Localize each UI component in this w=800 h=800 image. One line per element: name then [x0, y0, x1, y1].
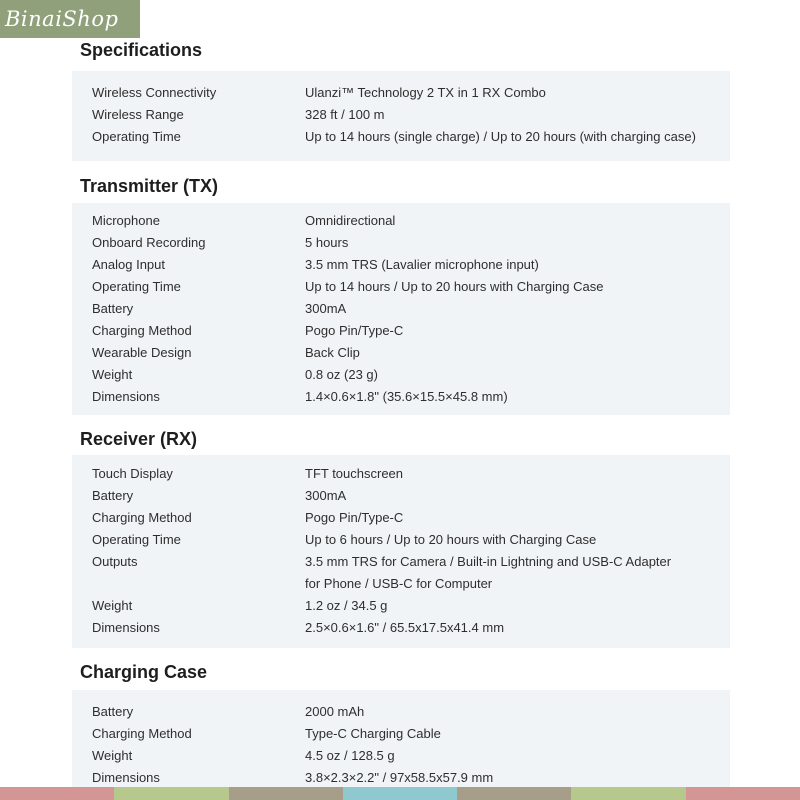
spec-label: Operating Time — [92, 279, 181, 294]
stripe-segment — [0, 787, 114, 800]
spec-value: for Phone / USB-C for Computer — [305, 576, 493, 591]
spec-row — [72, 104, 730, 126]
spec-row — [72, 723, 730, 745]
spec-label: Weight — [92, 748, 133, 763]
receiver-table — [72, 455, 730, 648]
spec-label: Weight — [92, 598, 133, 613]
spec-label: Dimensions — [92, 389, 160, 404]
spec-value: 3.5 mm TRS for Camera / Built-in Lightning and USB-C Adapter — [305, 554, 672, 569]
spec-value: TFT touchscreen — [305, 466, 404, 481]
spec-value: Up to 14 hours (single charge) / Up to 20 hours (with charging case) — [305, 129, 696, 144]
spec-label: Charging Method — [92, 726, 192, 741]
spec-label: Outputs — [92, 554, 138, 569]
spec-row — [72, 463, 730, 485]
spec-label: Weight — [92, 367, 133, 382]
decorative-color-stripe — [0, 787, 800, 800]
spec-row — [72, 276, 730, 298]
section-title-receiver: Receiver (RX) — [80, 429, 198, 449]
spec-row — [72, 210, 730, 232]
spec-label: Microphone — [92, 213, 160, 228]
spec-row — [72, 126, 730, 148]
stripe-segment — [686, 787, 800, 800]
spec-value: Omnidirectional — [305, 213, 396, 228]
spec-value: 300mA — [305, 301, 347, 316]
spec-row — [72, 529, 730, 551]
spec-value: 2.5×0.6×1.6" / 65.5x17.5x41.4 mm — [305, 620, 505, 635]
stripe-segment — [114, 787, 228, 800]
spec-row — [72, 364, 730, 386]
spec-row-continuation — [72, 573, 730, 595]
spec-value: 300mA — [305, 488, 347, 503]
spec-row — [72, 767, 730, 789]
spec-label: Wireless Range — [92, 107, 184, 122]
spec-value: 328 ft / 100 m — [305, 107, 385, 122]
spec-row — [72, 386, 730, 408]
spec-row — [72, 485, 730, 507]
spec-label: Operating Time — [92, 532, 181, 547]
section-title-specifications: Specifications — [80, 40, 203, 60]
stripe-segment — [457, 787, 571, 800]
spec-label: Battery — [92, 704, 134, 719]
spec-value: Pogo Pin/Type-C — [305, 323, 404, 338]
spec-row — [72, 701, 730, 723]
section-title-transmitter: Transmitter (TX) — [80, 176, 219, 196]
spec-row — [72, 745, 730, 767]
spec-label: Wearable Design — [92, 345, 192, 360]
spec-label: Touch Display — [92, 466, 173, 481]
spec-value: Up to 14 hours / Up to 20 hours with Charging Case — [305, 279, 604, 294]
spec-row — [72, 298, 730, 320]
spec-label: Battery — [92, 301, 134, 316]
spec-value: 1.4×0.6×1.8" (35.6×15.5×45.8 mm) — [305, 389, 508, 404]
spec-value: 3.8×2.3×2.2" / 97x58.5x57.9 mm — [305, 770, 494, 785]
spec-row — [72, 232, 730, 254]
spec-value: 1.2 oz / 34.5 g — [305, 598, 388, 613]
spec-row — [72, 595, 730, 617]
brand-logo: BinaiShop — [0, 0, 140, 38]
spec-row — [72, 254, 730, 276]
spec-row — [72, 551, 730, 573]
spec-value: 4.5 oz / 128.5 g — [305, 748, 395, 763]
spec-row — [72, 342, 730, 364]
spec-label: Charging Method — [92, 323, 192, 338]
spec-label: Dimensions — [92, 620, 160, 635]
transmitter-table — [72, 203, 730, 415]
spec-label: Analog Input — [92, 257, 166, 272]
spec-value: Pogo Pin/Type-C — [305, 510, 404, 525]
charging-case-table — [72, 690, 730, 787]
spec-value: Ulanzi™ Technology 2 TX in 1 RX Combo — [305, 85, 546, 100]
spec-label: Onboard Recording — [92, 235, 206, 250]
spec-value: 0.8 oz (23 g) — [305, 367, 378, 382]
spec-label: Wireless Connectivity — [92, 85, 217, 100]
spec-value: 5 hours — [305, 235, 349, 250]
spec-row — [72, 507, 730, 529]
spec-value: Up to 6 hours / Up to 20 hours with Charging Case — [305, 532, 597, 547]
spec-label: Charging Method — [92, 510, 192, 525]
spec-value: Back Clip — [305, 345, 360, 360]
spec-row — [72, 320, 730, 342]
spec-label: Battery — [92, 488, 134, 503]
spec-row — [72, 617, 730, 639]
spec-row — [72, 82, 730, 104]
section-title-charging-case: Charging Case — [80, 662, 208, 682]
spec-value: 2000 mAh — [305, 704, 365, 719]
spec-value: 3.5 mm TRS (Lavalier microphone input) — [305, 257, 539, 272]
specifications-table — [72, 71, 730, 161]
stripe-segment — [571, 787, 685, 800]
stripe-segment — [343, 787, 457, 800]
spec-value: Type-C Charging Cable — [305, 726, 441, 741]
spec-label: Operating Time — [92, 129, 181, 144]
stripe-segment — [229, 787, 343, 800]
spec-label: Dimensions — [92, 770, 160, 785]
